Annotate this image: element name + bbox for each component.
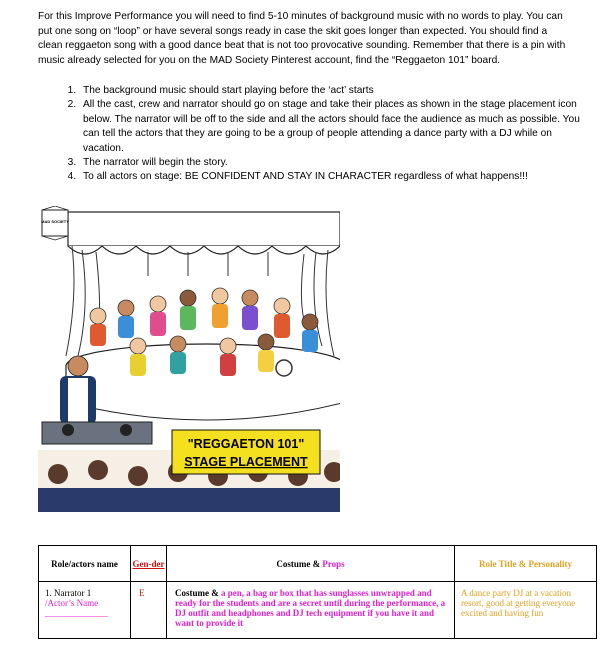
actor-name-blank: ______________ [45, 608, 108, 618]
costume-label: Costume & [175, 588, 221, 598]
intro-paragraph: For this Improve Performance you will need to find 5-10 minutes of background music with no words to play. You can put one song on “loop” or have several songs ready in case the skit goes longer than expected. You should find a clean reggaeton song with a good dance beat that is not too provocative sounding. Remember that there is a pin with music already selected for you on the MAD Society Pinterest account, find the “Reggaeton 101” board. [38, 11, 566, 66]
role-name: 1. Narrator 1 [45, 588, 92, 598]
steps-list [55, 84, 584, 185]
table-row [39, 582, 597, 639]
header-props-label: Props [322, 558, 345, 569]
header-costume-amp: & [310, 558, 323, 569]
sign-line-1: "REGGAETON 101" [187, 437, 305, 451]
step-1: 1. The background music should start playing before the ‘act’ starts [79, 84, 584, 98]
cell-gender: E [131, 582, 167, 639]
header-role: Role/actors name [39, 546, 131, 582]
stage-placement-illustration [38, 206, 340, 512]
stage-illustration-svg [38, 206, 340, 512]
header-costume [167, 546, 455, 582]
table-header-row [39, 546, 597, 582]
sign-line-2: STAGE PLACEMENT [184, 455, 308, 469]
step-3: 3. The narrator will begin the story. [79, 156, 584, 170]
cell-role-title: A dance party DJ at a vacation resort, good at getting everyone excited and having fun [455, 582, 597, 639]
logo-text: MAD SOCIETY [41, 219, 69, 224]
step-2: 2. All the cast, crew and narrator should go on stage and take their places as shown in the stage placement icon below. The narrator will be off to the side and all the actors should face the audience as much as possible. You can tell the actors that they are going to be a group of people attending a dance party with a DJ while on vacation. [79, 98, 584, 156]
header-role-title: Role Title & Personality [455, 546, 597, 582]
cell-role-name [39, 582, 131, 639]
costume-text: a pen, a bag or box that has sunglasses unwrapped and ready for the students and are a secret until during the performance, a DJ outfit and headphones and DJ tech equipment if you have it and want to provide it [175, 588, 446, 628]
header-gender: Gen-der [131, 546, 167, 582]
header-costume-label: Costume [276, 558, 311, 569]
step-4: 4. To all actors on stage: BE CONFIDENT AND STAY IN CHARACTER regardless of what happens!!! [79, 170, 584, 184]
actor-name-label: /Actor’s Name [45, 598, 99, 608]
cell-costume [167, 582, 455, 639]
roles-table [38, 545, 597, 639]
mad-society-logo [41, 206, 69, 240]
